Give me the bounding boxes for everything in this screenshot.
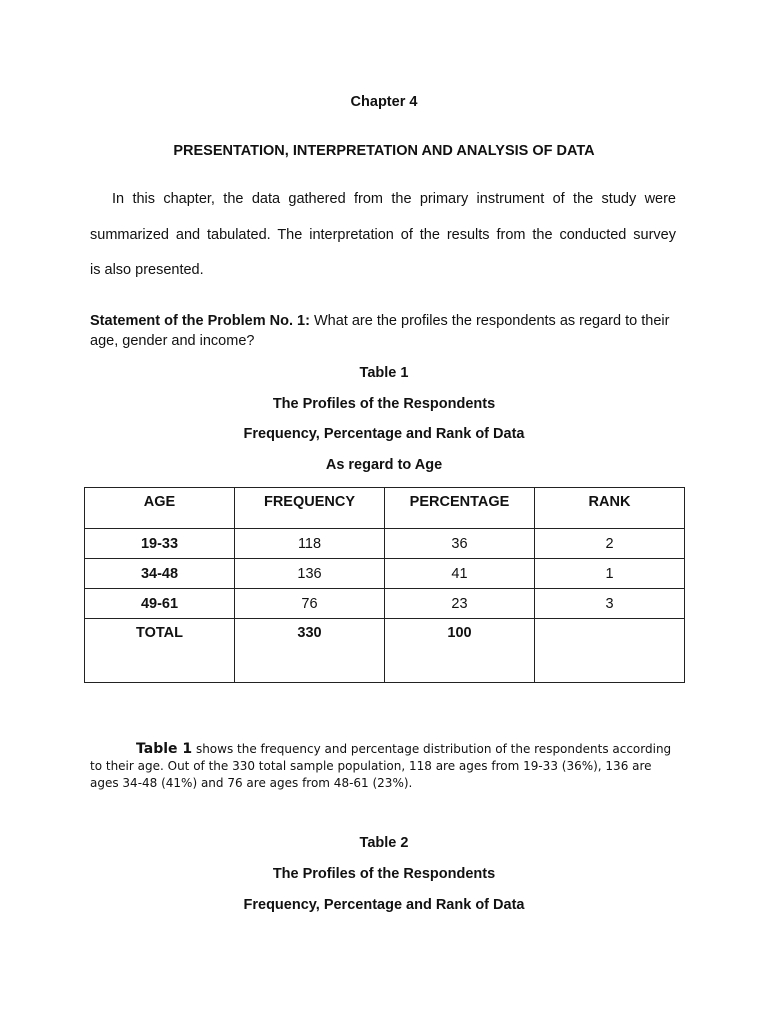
intro-line-1: In this chapter, the data gathered from the primary instrument of the study were	[112, 191, 676, 207]
rank-cell: 3	[535, 589, 685, 619]
intro-line-2: summarized and tabulated. The interpretation of the results from the conducted survey	[90, 227, 676, 243]
percentage-cell: 23	[385, 589, 535, 619]
percentage-cell: 41	[385, 559, 535, 589]
total-percentage: 100	[385, 619, 535, 683]
age-profile-table	[84, 487, 685, 683]
rank-cell: 1	[535, 559, 685, 589]
header-frequency: FREQUENCY	[235, 488, 385, 529]
total-frequency: 330	[235, 619, 385, 683]
table-row	[85, 559, 685, 589]
table2-subtitle: Frequency, Percentage and Rank of Data	[243, 897, 525, 913]
description-label: Table 1	[136, 741, 193, 757]
age-cell: 49-61	[85, 589, 235, 619]
header-age: AGE	[85, 488, 235, 529]
intro-line-3: is also presented.	[90, 262, 204, 278]
problem-statement	[90, 311, 680, 351]
problem-label: Statement of the Problem No. 1:	[90, 313, 310, 329]
header-percentage: PERCENTAGE	[385, 488, 535, 529]
table2-number: Table 2	[359, 835, 409, 851]
age-cell: 19-33	[85, 529, 235, 559]
problem-text: What are the profiles the respondents as regard to their age, gender and income?	[90, 313, 670, 349]
table1-description	[90, 741, 680, 792]
table1-number: Table 1	[359, 365, 409, 381]
total-label: TOTAL	[85, 619, 235, 683]
frequency-cell: 76	[235, 589, 385, 619]
table-total-row	[85, 619, 685, 683]
rank-cell: 2	[535, 529, 685, 559]
total-rank	[535, 619, 685, 683]
table1-title: The Profiles of the Respondents	[272, 396, 496, 412]
header-rank: RANK	[535, 488, 685, 529]
description-text: shows the frequency and percentage distribution of the respondents according to their age. Out of the 330 total sample population, 118 are ages from 19-33 (36%), 136 are ages 34-48 (41%) and 76 are ages from 48-61 (23%).	[90, 742, 672, 790]
percentage-cell: 36	[385, 529, 535, 559]
frequency-cell: 118	[235, 529, 385, 559]
chapter-title: Chapter 4	[350, 94, 418, 110]
table1-caption: As regard to Age	[325, 457, 443, 473]
table1-subtitle: Frequency, Percentage and Rank of Data	[243, 426, 525, 442]
table-row	[85, 589, 685, 619]
frequency-cell: 136	[235, 559, 385, 589]
table-header-row	[85, 488, 685, 529]
age-cell: 34-48	[85, 559, 235, 589]
table-row	[85, 529, 685, 559]
table2-title: The Profiles of the Respondents	[272, 866, 496, 882]
section-heading: PRESENTATION, INTERPRETATION AND ANALYSIS OF DATA	[173, 143, 595, 159]
